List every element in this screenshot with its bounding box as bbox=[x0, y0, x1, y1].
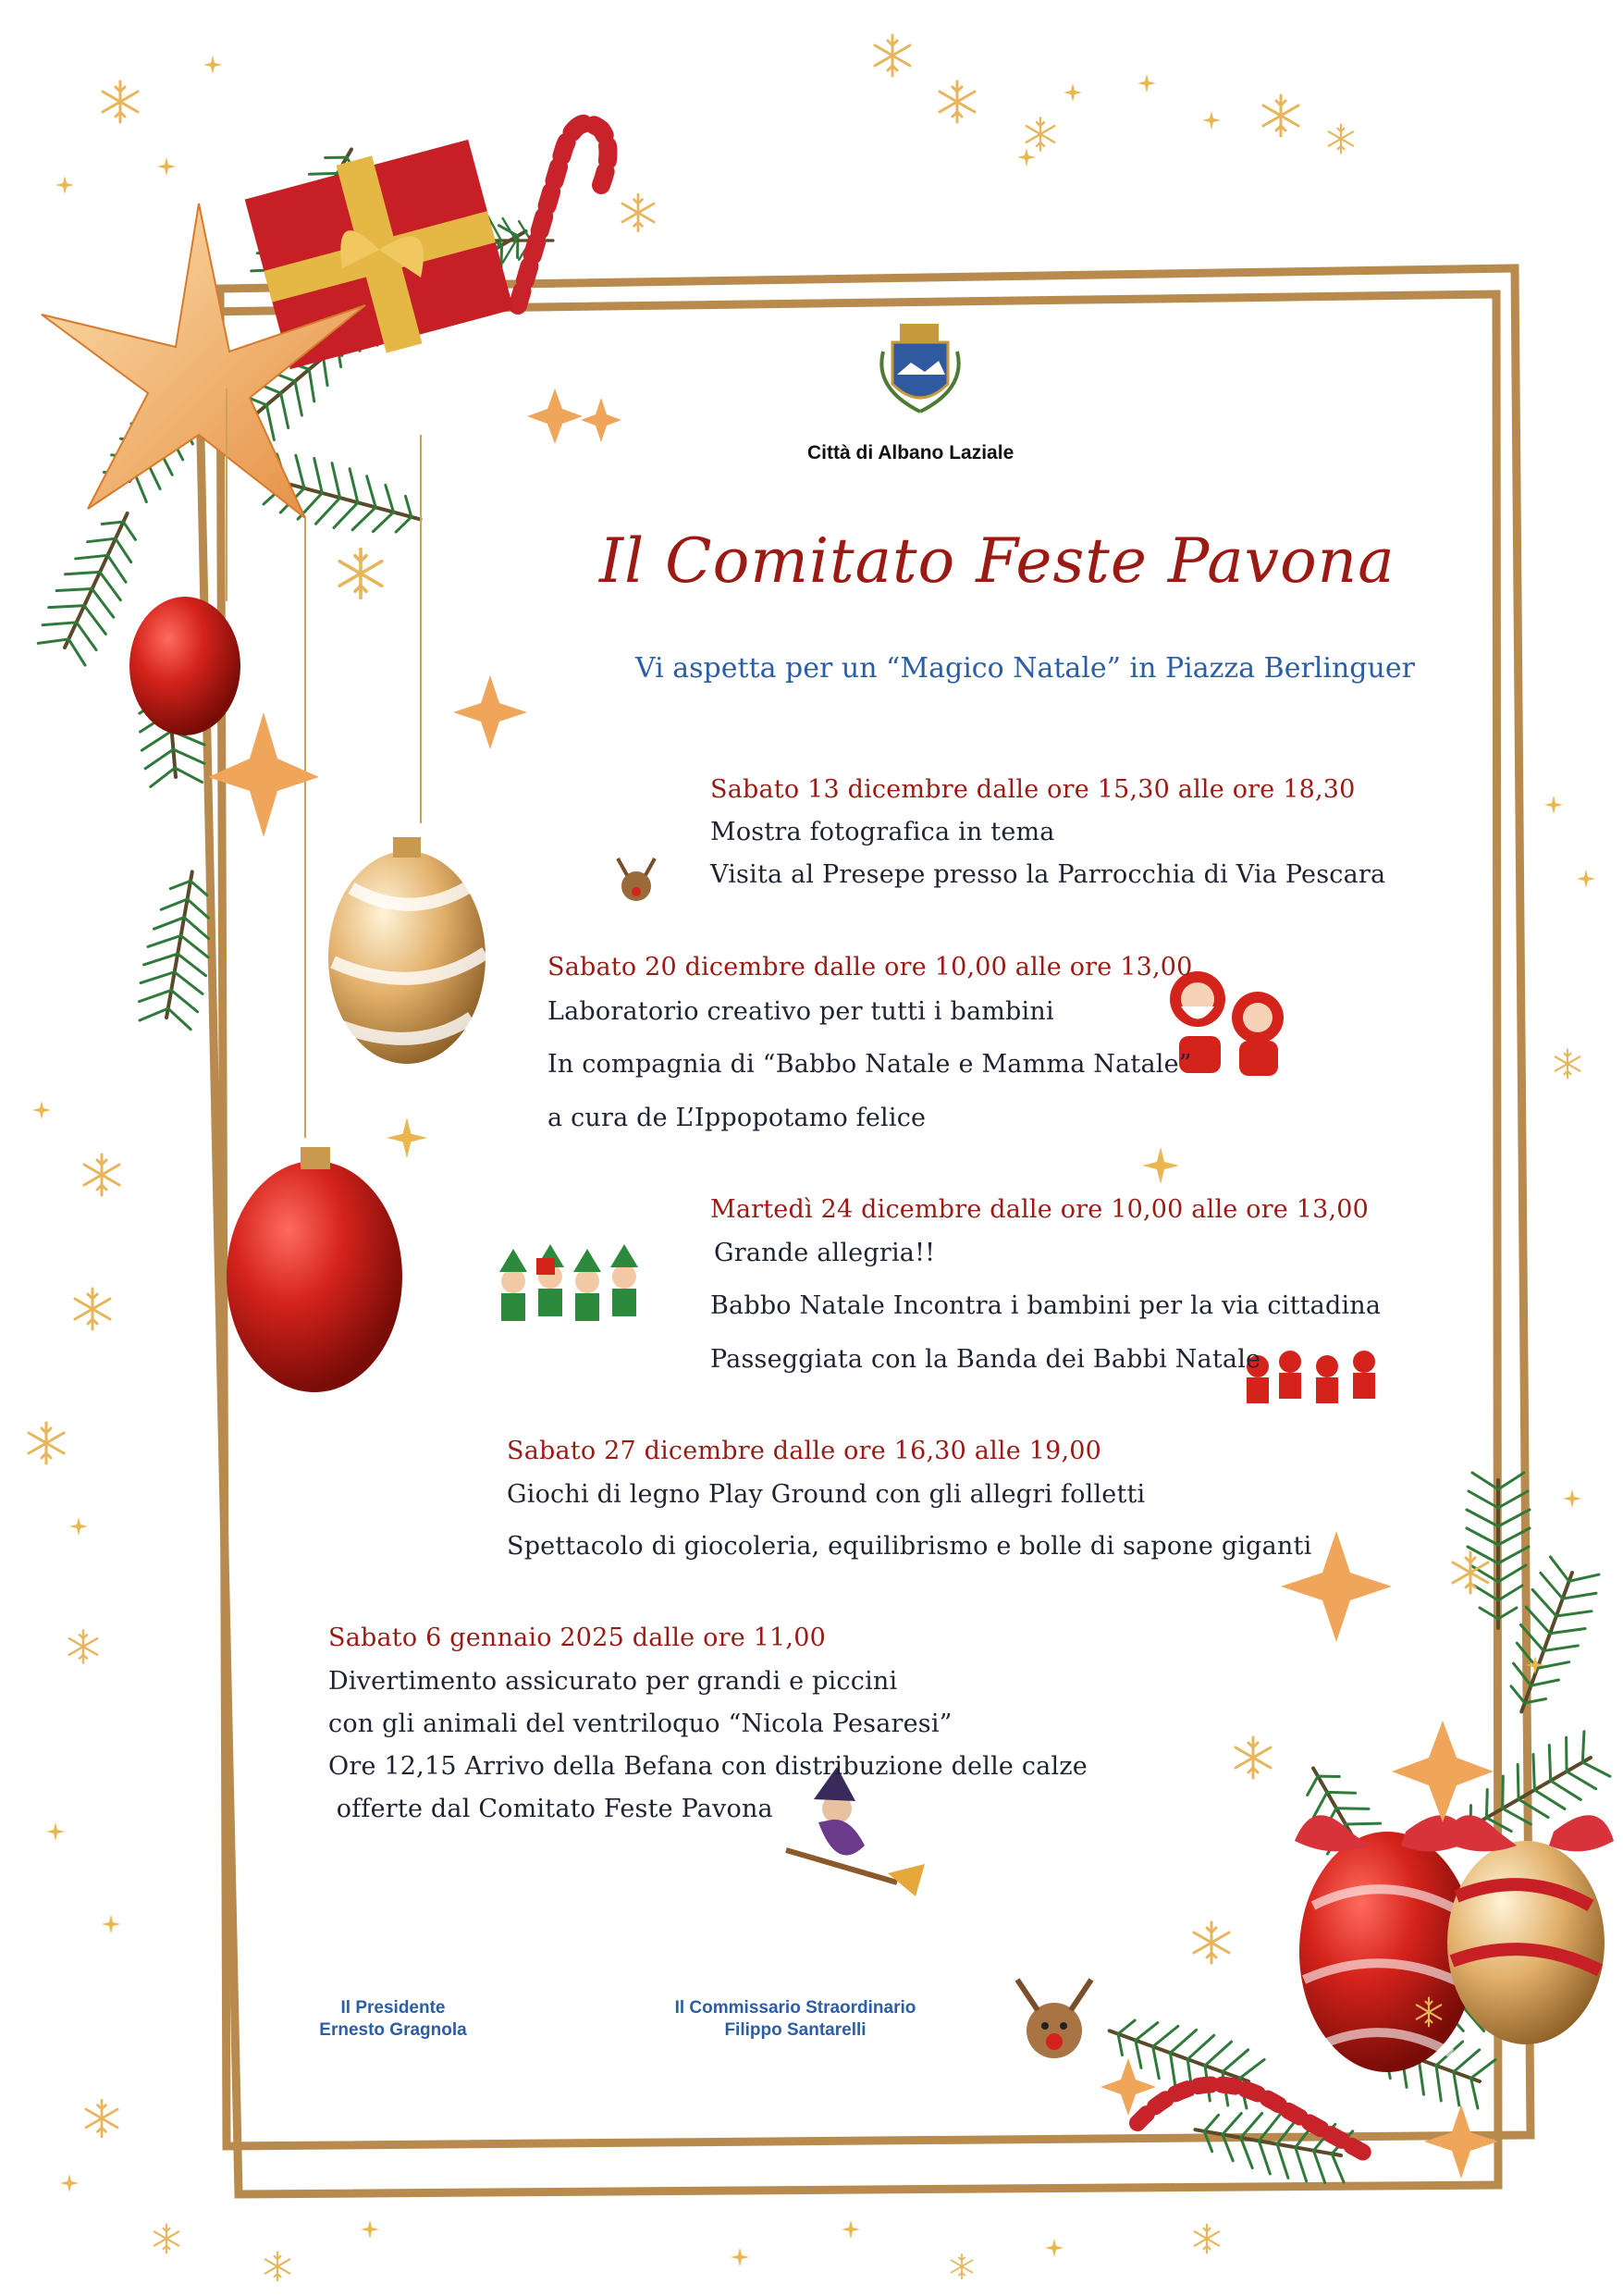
christmas-star-icon bbox=[581, 398, 621, 442]
city-name: Città di Albano Laziale bbox=[807, 442, 1014, 463]
event-line: con gli animali del ventriloquo “Nicola Pesaresi” bbox=[328, 1710, 953, 1738]
event-line: Visita al Presepe presso la Parrocchia di Via Pescara bbox=[710, 860, 1386, 889]
event-line: Spettacolo di giocoleria, equilibrismo e bolle di sapone giganti bbox=[507, 1532, 1312, 1561]
signature-name: Filippo Santarelli bbox=[724, 2020, 867, 2040]
event-date: Sabato 20 dicembre dalle ore 10,00 alle ore 13,00 bbox=[547, 953, 1193, 981]
signature-role: Il Commissario Straordinario bbox=[674, 1998, 916, 2018]
signature-president bbox=[282, 1998, 504, 2041]
event-date: Sabato 6 gennaio 2025 dalle ore 11,00 bbox=[328, 1623, 826, 1652]
event-date: Martedì 24 dicembre dalle ore 10,00 alle ore 13,00 bbox=[710, 1195, 1370, 1224]
signature-role: Il Presidente bbox=[340, 1998, 446, 2018]
page-title: Il Comitato Feste Pavona bbox=[599, 525, 1396, 597]
coat-of-arms-icon bbox=[881, 324, 958, 412]
christmas-star-icon bbox=[453, 675, 527, 749]
christmas-star-icon bbox=[1392, 1721, 1494, 1822]
reindeer-icon bbox=[618, 858, 655, 901]
candy-cane-icon bbox=[1137, 2084, 1369, 2155]
bauble-icon bbox=[1295, 1815, 1614, 2072]
signature-name: Ernesto Gragnola bbox=[319, 2020, 467, 2040]
candy-cane-icon bbox=[518, 123, 609, 305]
christmas-star-icon bbox=[527, 389, 583, 444]
event-line: In compagnia di “Babbo Natale e Mamma Natale” bbox=[547, 1050, 1192, 1079]
event-line: Passeggiata con la Banda dei Babbi Natale bbox=[710, 1345, 1261, 1374]
bauble-icon bbox=[129, 597, 486, 1392]
event-line: Ore 12,15 Arrivo della Befana con distribuzione delle calze bbox=[328, 1752, 1088, 1781]
event-date: Sabato 27 dicembre dalle ore 16,30 alle 19,00 bbox=[507, 1437, 1102, 1465]
event-line: Laboratorio creativo per tutti i bambini bbox=[547, 997, 1054, 1026]
santa-band-icon bbox=[1247, 1351, 1375, 1403]
event-line: offerte dal Comitato Feste Pavona bbox=[328, 1795, 773, 1823]
event-line: Grande allegria!! bbox=[714, 1239, 936, 1267]
befana-icon bbox=[786, 1767, 925, 1896]
event-line: Giochi di legno Play Ground con gli allegri folletti bbox=[507, 1480, 1146, 1509]
event-date: Sabato 13 dicembre dalle ore 15,30 alle ore 18,30 bbox=[710, 775, 1356, 804]
page-subtitle: Vi aspetta per un “Magico Natale” in Piazza Berlinguer bbox=[635, 652, 1415, 685]
elves-icon bbox=[499, 1244, 638, 1321]
event-line: Divertimento assicurato per grandi e piccini bbox=[328, 1667, 898, 1696]
reindeer-icon bbox=[1017, 1980, 1091, 2058]
event-line: Babbo Natale Incontra i bambini per la via cittadina bbox=[710, 1291, 1382, 1320]
event-line: Mostra fotografica in tema bbox=[710, 818, 1055, 846]
event-line: a cura de L’Ippopotamo felice bbox=[547, 1104, 927, 1132]
signature-commissioner bbox=[638, 1998, 953, 2041]
christmas-star-icon bbox=[1424, 2105, 1498, 2179]
